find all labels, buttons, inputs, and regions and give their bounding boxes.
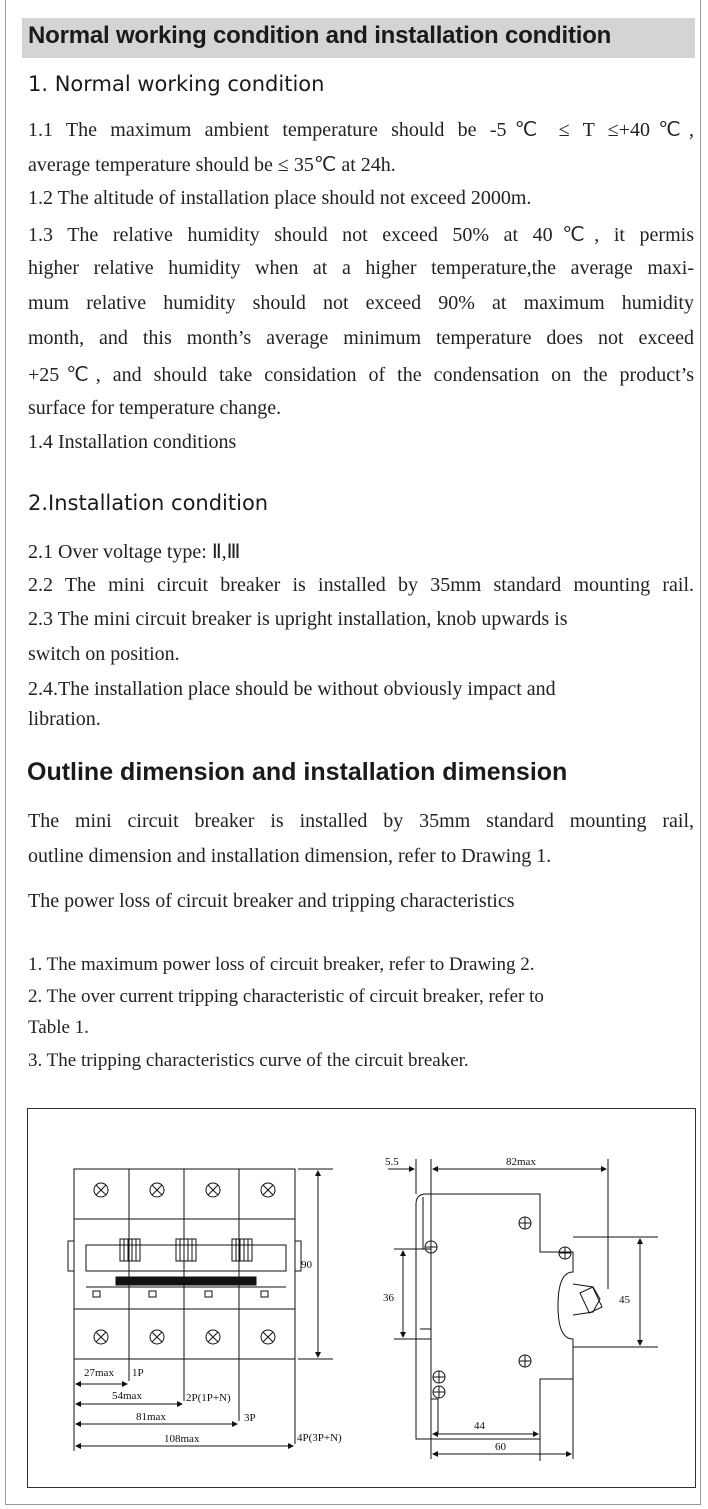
text-line: 1.1 The maximum ambient temperature should be -5℃ ≤ T ≤+40℃, bbox=[28, 119, 694, 141]
text-line: 2.1 Over voltage type: Ⅱ,Ⅲ bbox=[28, 541, 241, 563]
dimension-label: 36 bbox=[383, 1292, 394, 1304]
text-line: outline dimension and installation dimension, refer to Drawing 1. bbox=[28, 845, 552, 867]
text-line: 2.4.The installation place should be without obviously impact and bbox=[28, 678, 556, 700]
text-line: 1.4 Installation conditions bbox=[28, 431, 237, 453]
text-line: +25℃, and should take considation of the condensation on the product’s bbox=[28, 364, 694, 386]
dimension-label: 82max bbox=[506, 1156, 536, 1168]
width-label: 108max bbox=[164, 1433, 200, 1445]
text-line: month, and this month’s average minimum temperature does not exceed bbox=[28, 327, 694, 349]
text-line: average temperature should be ≤ 35℃ at 24h. bbox=[28, 154, 396, 176]
screw-icon bbox=[425, 1217, 571, 1398]
text-line: The mini circuit breaker is installed by 35mm standard mounting rail, bbox=[28, 810, 694, 832]
dimension-label: 45 bbox=[619, 1294, 630, 1306]
text-line: 2. The over current tripping characteristic of circuit breaker, refer to bbox=[28, 986, 544, 1007]
front-view bbox=[68, 1169, 333, 1451]
dimension-label: 5.5 bbox=[385, 1156, 399, 1168]
side-view bbox=[388, 1159, 658, 1461]
dimension-label: 44 bbox=[474, 1420, 485, 1432]
text-line: higher relative humidity when at a higher temperature,the average maxi- bbox=[28, 257, 694, 279]
text-line: 2.2 The mini circuit breaker is installed by 35mm standard mounting rail. bbox=[28, 574, 694, 596]
pole-label: 3P bbox=[244, 1412, 256, 1424]
text-line: The power loss of circuit breaker and tripping characteristics bbox=[28, 890, 515, 912]
dimension-label: 60 bbox=[495, 1441, 506, 1453]
text-line: 1.2 The altitude of installation place should not exceed 2000m. bbox=[28, 187, 532, 209]
width-label: 54max bbox=[112, 1390, 142, 1402]
subsection-heading: 2.Installation condition bbox=[28, 491, 269, 515]
text-line: 2.3 The mini circuit breaker is upright installation, knob upwards is bbox=[28, 608, 568, 630]
height-label: 90 bbox=[301, 1259, 312, 1271]
text-line: Table 1. bbox=[28, 1017, 89, 1038]
text-line: switch on position. bbox=[28, 643, 180, 665]
dimension-drawing bbox=[27, 1108, 696, 1488]
text-line: 3. The tripping characteristics curve of the circuit breaker. bbox=[28, 1050, 469, 1071]
width-label: 81max bbox=[136, 1411, 166, 1423]
subsection-heading: 1. Normal working condition bbox=[28, 72, 325, 96]
text-line: mum relative humidity should not exceed 90% at maximum humidity bbox=[28, 292, 694, 314]
text-line: 1.3 The relative humidity should not exceed 50% at 40℃, it permis bbox=[28, 224, 694, 246]
section-title: Normal working condition and installation condition bbox=[28, 22, 612, 49]
pole-label: 2P(1P+N) bbox=[186, 1392, 231, 1404]
pole-label: 1P bbox=[132, 1367, 144, 1379]
section-title-2: Outline dimension and installation dimension bbox=[27, 758, 568, 786]
width-label: 27max bbox=[84, 1367, 114, 1379]
text-line: surface for temperature change. bbox=[28, 397, 282, 419]
text-line: 1. The maximum power loss of circuit breaker, refer to Drawing 2. bbox=[28, 954, 535, 975]
pole-label: 4P(3P+N) bbox=[297, 1432, 342, 1444]
text-line: libration. bbox=[28, 708, 101, 730]
